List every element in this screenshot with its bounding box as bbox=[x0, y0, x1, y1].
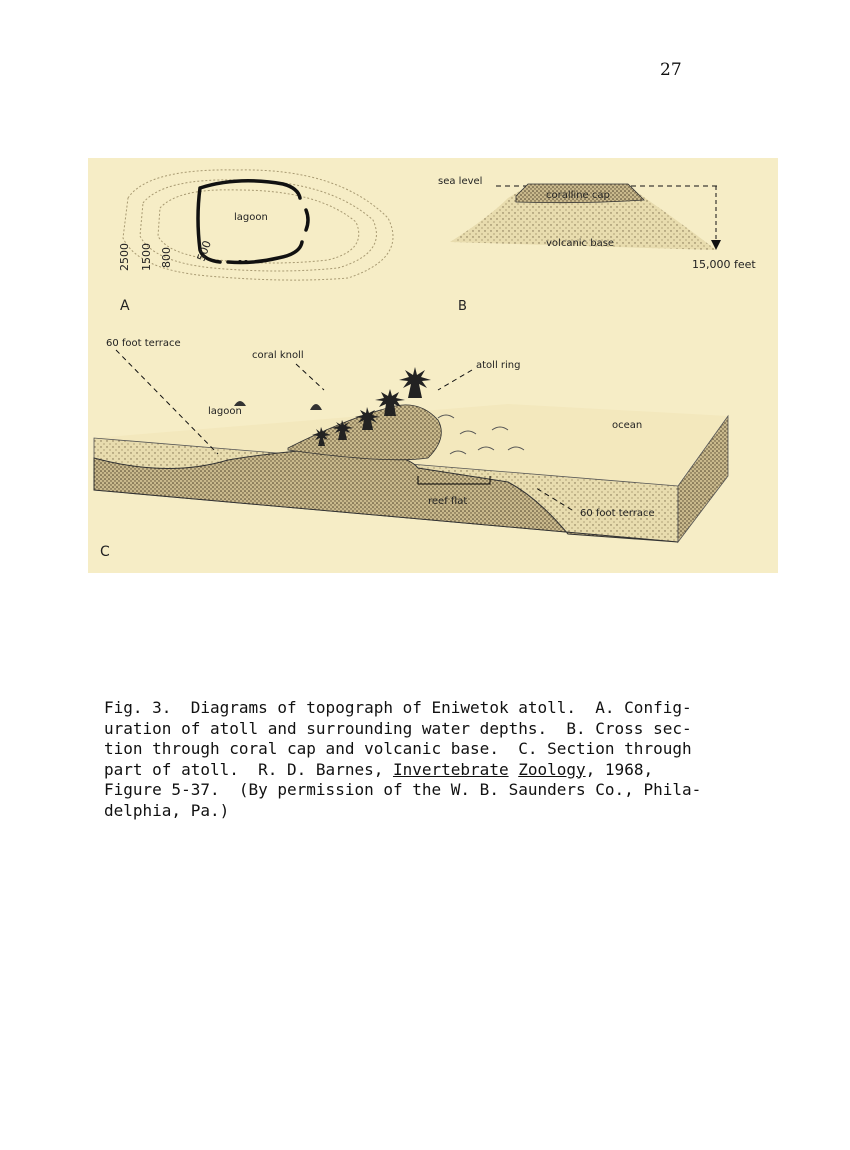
ocean-label: ocean bbox=[612, 420, 643, 431]
sea-level-label: sea level bbox=[438, 176, 483, 187]
coralline-cap-label: coralline cap bbox=[546, 190, 610, 201]
caption-line-3: tion through coral cap and volcanic base. C. Section through bbox=[104, 739, 692, 758]
caption-line-2: uration of atoll and surrounding water depths. B. Cross sec- bbox=[104, 718, 692, 738]
panel-a-lagoon-label: lagoon bbox=[234, 212, 268, 223]
depth-15000-label: 15,000 feet bbox=[692, 258, 756, 271]
panel-c-lagoon-label: lagoon bbox=[208, 406, 242, 417]
caption-line-1: Fig. 3. Diagrams of topograph of Eniwetok atoll. A. Config- bbox=[104, 698, 692, 717]
depth-label-800: 800 bbox=[160, 247, 173, 268]
caption-line-4: part of atoll. R. D. Barnes, Invertebrate Zoology, 1968, bbox=[104, 759, 654, 779]
atoll-ring-label: atoll ring bbox=[476, 360, 521, 371]
panel-c-letter: C bbox=[100, 544, 110, 560]
caption-line-6: delphia, Pa.) bbox=[104, 800, 230, 820]
terrace-right-label: 60 foot terrace bbox=[580, 508, 655, 519]
depth-label-2500: 2500 bbox=[118, 243, 131, 271]
atoll-diagram bbox=[88, 158, 778, 573]
volcanic-base-label: volcanic base bbox=[546, 238, 615, 249]
reef-flat-label: reef flat bbox=[428, 496, 468, 507]
page-number: 27 bbox=[660, 60, 682, 80]
panel-a-letter: A bbox=[120, 298, 130, 314]
caption-line-5: Figure 5-37. (By permission of the W. B. Saunders Co., Phila- bbox=[104, 780, 702, 799]
figure-caption bbox=[104, 698, 754, 821]
book-title-invertebrate: Invertebrate bbox=[392, 759, 509, 779]
coral-knoll-label: coral knoll bbox=[252, 350, 304, 361]
terrace-left-label: 60 foot terrace bbox=[106, 338, 181, 349]
depth-label-500: 500 bbox=[194, 238, 215, 264]
atoll-figure bbox=[88, 158, 778, 573]
depth-label-1500: 1500 bbox=[140, 243, 153, 271]
panel-b-letter: B bbox=[458, 299, 467, 314]
book-title-zoology: Zoology bbox=[518, 759, 586, 779]
